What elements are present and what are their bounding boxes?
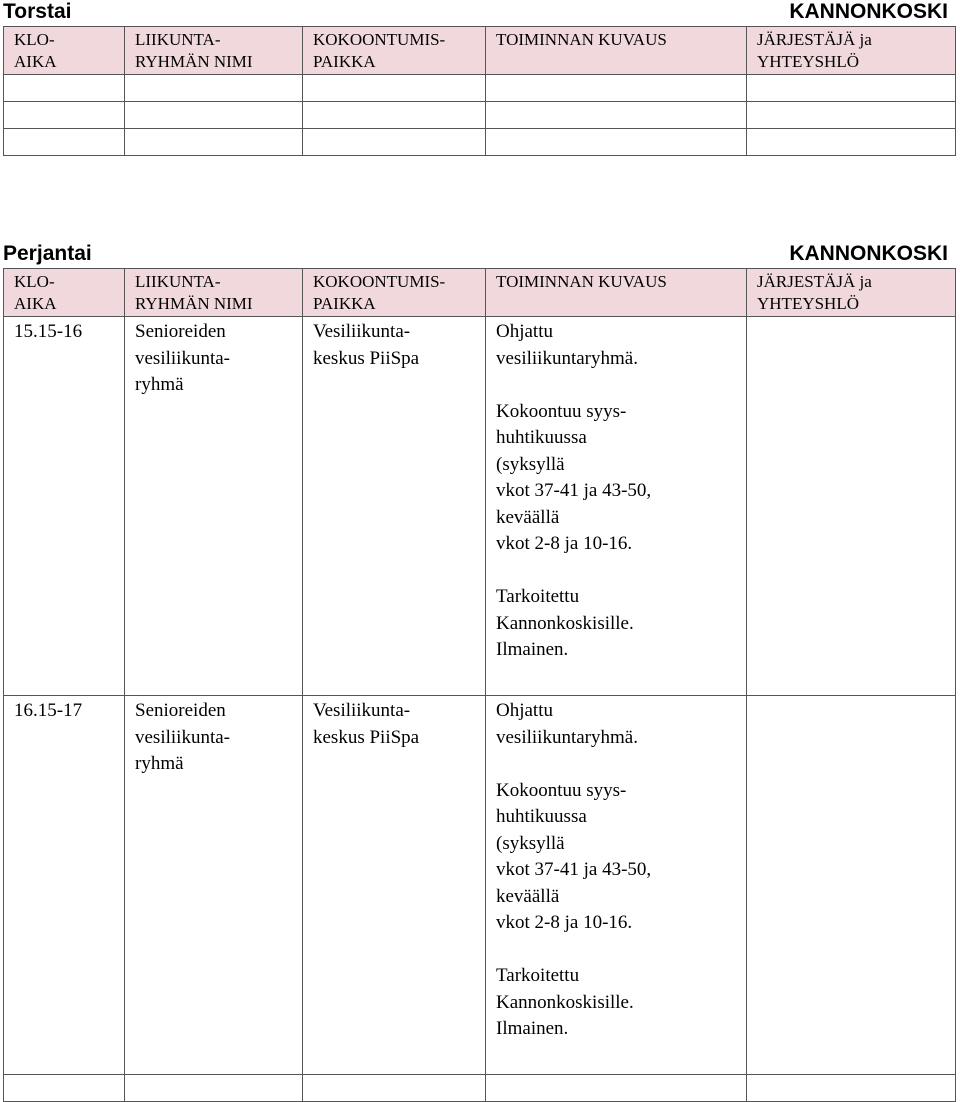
empty-cell xyxy=(303,102,486,129)
empty-cell xyxy=(4,75,125,102)
schedule-table-friday xyxy=(3,268,956,1102)
cell-time: 16.15-17 xyxy=(4,696,125,1075)
location-title: KANNONKOSKI xyxy=(789,242,948,265)
empty-cell xyxy=(4,129,125,156)
empty-cell xyxy=(747,102,956,129)
empty-cell xyxy=(486,75,747,102)
empty-cell xyxy=(4,1075,125,1102)
empty-cell xyxy=(125,102,303,129)
table-row-empty xyxy=(4,102,956,129)
cell-place: Vesiliikunta- keskus PiiSpa xyxy=(303,317,486,696)
empty-cell xyxy=(747,129,956,156)
empty-cell xyxy=(303,75,486,102)
empty-cell xyxy=(4,102,125,129)
day-title: Perjantai xyxy=(3,242,92,265)
empty-cell xyxy=(303,129,486,156)
header-place: KOKOONTUMIS- PAIKKA xyxy=(303,27,486,75)
empty-cell xyxy=(747,1075,956,1102)
cell-organizer xyxy=(747,696,956,1075)
table-row-empty xyxy=(4,75,956,102)
empty-cell xyxy=(125,75,303,102)
schedule-table-thursday xyxy=(3,26,956,156)
header-organizer: JÄRJESTÄJÄ ja YHTEYSHLÖ xyxy=(747,269,956,317)
cell-group: Senioreiden vesiliikunta- ryhmä xyxy=(125,317,303,696)
table-row-empty xyxy=(4,129,956,156)
empty-cell xyxy=(125,129,303,156)
empty-cell xyxy=(303,1075,486,1102)
cell-description: Ohjattu vesiliikuntaryhmä. Kokoontuu syys- huhtikuussa (syksyllä vkot 37-41 ja 43-50, keväällä vkot 2-8 ja 10-16. Tarkoitettu Kannonkoskisille. Ilmainen. xyxy=(486,696,747,1075)
table-row xyxy=(4,317,956,696)
table-row-empty xyxy=(4,1075,956,1102)
header-time: KLO- AIKA xyxy=(4,269,125,317)
cell-organizer xyxy=(747,317,956,696)
cell-time: 15.15-16 xyxy=(4,317,125,696)
day-header-thursday xyxy=(0,0,960,26)
table-header-row xyxy=(4,27,956,75)
header-place: KOKOONTUMIS- PAIKKA xyxy=(303,269,486,317)
header-description: TOIMINNAN KUVAUS xyxy=(486,269,747,317)
table-header-row xyxy=(4,269,956,317)
cell-place: Vesiliikunta- keskus PiiSpa xyxy=(303,696,486,1075)
header-group: LIIKUNTA- RYHMÄN NIMI xyxy=(125,27,303,75)
empty-cell xyxy=(486,1075,747,1102)
day-title: Torstai xyxy=(3,0,72,23)
header-organizer: JÄRJESTÄJÄ ja YHTEYSHLÖ xyxy=(747,27,956,75)
empty-cell xyxy=(747,75,956,102)
header-time: KLO- AIKA xyxy=(4,27,125,75)
empty-cell xyxy=(486,129,747,156)
table-row xyxy=(4,696,956,1075)
empty-cell xyxy=(486,102,747,129)
header-group: LIIKUNTA- RYHMÄN NIMI xyxy=(125,269,303,317)
day-header-friday xyxy=(0,242,960,268)
cell-group: Senioreiden vesiliikunta- ryhmä xyxy=(125,696,303,1075)
cell-description: Ohjattu vesiliikuntaryhmä. Kokoontuu syys- huhtikuussa (syksyllä vkot 37-41 ja 43-50, keväällä vkot 2-8 ja 10-16. Tarkoitettu Kannonkoskisille. Ilmainen. xyxy=(486,317,747,696)
header-description: TOIMINNAN KUVAUS xyxy=(486,27,747,75)
empty-cell xyxy=(125,1075,303,1102)
location-title: KANNONKOSKI xyxy=(789,0,948,23)
